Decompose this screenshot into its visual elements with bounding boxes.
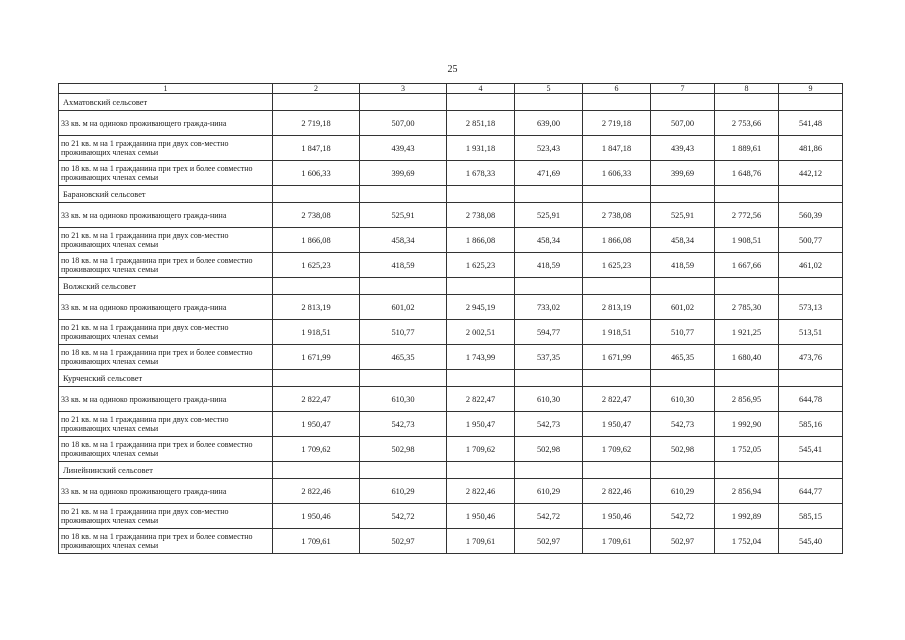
row-label: по 18 кв. м на 1 гражданина при трех и более совместно проживающих членах семьи	[59, 345, 273, 370]
empty-cell	[651, 370, 715, 387]
value-cell: 1 950,46	[583, 504, 651, 529]
value-cell: 500,77	[779, 228, 843, 253]
table-row	[59, 111, 843, 136]
value-cell: 399,69	[360, 161, 447, 186]
section-title: Барановский сельсовет	[59, 186, 273, 203]
value-cell: 2 719,18	[583, 111, 651, 136]
row-label: по 18 кв. м на 1 гражданина при трех и более совместно проживающих членах семьи	[59, 437, 273, 462]
empty-cell	[273, 370, 360, 387]
value-cell: 525,91	[515, 203, 583, 228]
empty-cell	[447, 94, 515, 111]
row-label: 33 кв. м на одиноко проживающего гражда-нина	[59, 111, 273, 136]
value-cell: 418,59	[515, 253, 583, 278]
value-cell: 502,97	[651, 529, 715, 554]
value-cell: 1 709,62	[447, 437, 515, 462]
header-row	[59, 84, 843, 94]
value-cell: 2 772,56	[715, 203, 779, 228]
section-title: Линейнинский сельсовет	[59, 462, 273, 479]
value-cell: 465,35	[651, 345, 715, 370]
empty-cell	[360, 186, 447, 203]
value-cell: 2 822,46	[583, 479, 651, 504]
value-cell: 1 921,25	[715, 320, 779, 345]
empty-cell	[583, 462, 651, 479]
column-header: 5	[515, 84, 583, 94]
column-header: 1	[59, 84, 273, 94]
value-cell: 2 856,94	[715, 479, 779, 504]
value-cell: 458,34	[360, 228, 447, 253]
value-cell: 1 992,90	[715, 412, 779, 437]
value-cell: 585,16	[779, 412, 843, 437]
table-row	[59, 136, 843, 161]
value-cell: 442,12	[779, 161, 843, 186]
empty-cell	[715, 94, 779, 111]
value-cell: 610,30	[515, 387, 583, 412]
value-cell: 471,69	[515, 161, 583, 186]
empty-cell	[651, 278, 715, 295]
value-cell: 2 851,18	[447, 111, 515, 136]
column-header: 4	[447, 84, 515, 94]
value-cell: 2 822,46	[447, 479, 515, 504]
value-cell: 1 931,18	[447, 136, 515, 161]
value-cell: 1 709,61	[447, 529, 515, 554]
value-cell: 458,34	[515, 228, 583, 253]
value-cell: 1 889,61	[715, 136, 779, 161]
value-cell: 542,72	[515, 504, 583, 529]
value-cell: 1 950,46	[447, 504, 515, 529]
empty-cell	[447, 370, 515, 387]
table-row	[59, 479, 843, 504]
empty-cell	[651, 94, 715, 111]
row-label: по 18 кв. м на 1 гражданина при трех и более совместно проживающих членах семьи	[59, 161, 273, 186]
value-cell: 2 822,47	[583, 387, 651, 412]
value-cell: 502,97	[515, 529, 583, 554]
value-cell: 481,86	[779, 136, 843, 161]
empty-cell	[583, 94, 651, 111]
value-cell: 601,02	[651, 295, 715, 320]
section-title: Курченский сельсовет	[59, 370, 273, 387]
value-cell: 537,35	[515, 345, 583, 370]
value-cell: 1 678,33	[447, 161, 515, 186]
value-cell: 2 822,47	[447, 387, 515, 412]
value-cell: 610,30	[651, 387, 715, 412]
empty-cell	[273, 186, 360, 203]
value-cell: 418,59	[360, 253, 447, 278]
value-cell: 418,59	[651, 253, 715, 278]
value-cell: 2 785,30	[715, 295, 779, 320]
column-header: 3	[360, 84, 447, 94]
value-cell: 473,76	[779, 345, 843, 370]
value-cell: 2 822,47	[273, 387, 360, 412]
row-label: 33 кв. м на одиноко проживающего гражда-нина	[59, 295, 273, 320]
table-row	[59, 203, 843, 228]
row-label: по 21 кв. м на 1 гражданина при двух сов-местно проживающих членах семьи	[59, 320, 273, 345]
value-cell: 610,29	[651, 479, 715, 504]
table-row	[59, 412, 843, 437]
section-row	[59, 186, 843, 203]
value-cell: 610,29	[360, 479, 447, 504]
value-cell: 399,69	[651, 161, 715, 186]
value-cell: 1 950,46	[273, 504, 360, 529]
row-label: по 18 кв. м на 1 гражданина при трех и более совместно проживающих членах семьи	[59, 529, 273, 554]
value-cell: 1 667,66	[715, 253, 779, 278]
value-cell: 2 738,08	[273, 203, 360, 228]
empty-cell	[447, 278, 515, 295]
tariff-table	[58, 83, 843, 554]
column-header: 6	[583, 84, 651, 94]
empty-cell	[515, 94, 583, 111]
value-cell: 1 752,05	[715, 437, 779, 462]
value-cell: 461,02	[779, 253, 843, 278]
empty-cell	[515, 186, 583, 203]
empty-cell	[515, 278, 583, 295]
value-cell: 1 625,23	[273, 253, 360, 278]
empty-cell	[273, 94, 360, 111]
value-cell: 525,91	[651, 203, 715, 228]
value-cell: 585,15	[779, 504, 843, 529]
value-cell: 542,72	[360, 504, 447, 529]
table-row	[59, 387, 843, 412]
value-cell: 542,73	[515, 412, 583, 437]
value-cell: 513,51	[779, 320, 843, 345]
value-cell: 1 992,89	[715, 504, 779, 529]
empty-cell	[583, 186, 651, 203]
row-label: по 21 кв. м на 1 гражданина при двух сов-местно проживающих членах семьи	[59, 136, 273, 161]
empty-cell	[651, 462, 715, 479]
value-cell: 1 743,99	[447, 345, 515, 370]
value-cell: 601,02	[360, 295, 447, 320]
value-cell: 1 950,47	[273, 412, 360, 437]
value-cell: 1 950,47	[583, 412, 651, 437]
value-cell: 502,98	[651, 437, 715, 462]
value-cell: 458,34	[651, 228, 715, 253]
row-label: 33 кв. м на одиноко проживающего гражда-нина	[59, 203, 273, 228]
row-label: по 18 кв. м на 1 гражданина при трех и более совместно проживающих членах семьи	[59, 253, 273, 278]
value-cell: 502,98	[515, 437, 583, 462]
value-cell: 2 813,19	[273, 295, 360, 320]
value-cell: 439,43	[651, 136, 715, 161]
row-label: по 21 кв. м на 1 гражданина при двух сов-местно проживающих членах семьи	[59, 412, 273, 437]
row-label: по 21 кв. м на 1 гражданина при двух сов-местно проживающих членах семьи	[59, 504, 273, 529]
value-cell: 507,00	[360, 111, 447, 136]
table-row	[59, 504, 843, 529]
value-cell: 1 606,33	[273, 161, 360, 186]
section-row	[59, 370, 843, 387]
value-cell: 1 648,76	[715, 161, 779, 186]
value-cell: 1 671,99	[273, 345, 360, 370]
value-cell: 2 738,08	[447, 203, 515, 228]
empty-cell	[515, 370, 583, 387]
value-cell: 1 680,40	[715, 345, 779, 370]
table-body	[59, 84, 843, 554]
value-cell: 507,00	[651, 111, 715, 136]
table-row	[59, 228, 843, 253]
value-cell: 1 866,08	[447, 228, 515, 253]
value-cell: 1 709,62	[273, 437, 360, 462]
empty-cell	[779, 370, 843, 387]
empty-cell	[360, 278, 447, 295]
value-cell: 502,97	[360, 529, 447, 554]
empty-cell	[515, 462, 583, 479]
value-cell: 644,77	[779, 479, 843, 504]
value-cell: 2 719,18	[273, 111, 360, 136]
value-cell: 610,29	[515, 479, 583, 504]
empty-cell	[273, 278, 360, 295]
value-cell: 502,98	[360, 437, 447, 462]
value-cell: 573,13	[779, 295, 843, 320]
empty-cell	[360, 94, 447, 111]
value-cell: 1 752,04	[715, 529, 779, 554]
value-cell: 1 847,18	[273, 136, 360, 161]
value-cell: 1 709,62	[583, 437, 651, 462]
empty-cell	[715, 278, 779, 295]
empty-cell	[447, 186, 515, 203]
table-row	[59, 161, 843, 186]
column-header: 9	[779, 84, 843, 94]
value-cell: 644,78	[779, 387, 843, 412]
table-row	[59, 437, 843, 462]
section-row	[59, 278, 843, 295]
value-cell: 1 625,23	[583, 253, 651, 278]
value-cell: 542,73	[651, 412, 715, 437]
value-cell: 439,43	[360, 136, 447, 161]
empty-cell	[779, 278, 843, 295]
empty-cell	[360, 462, 447, 479]
section-title: Ахматовский сельсовет	[59, 94, 273, 111]
table-row	[59, 529, 843, 554]
value-cell: 545,40	[779, 529, 843, 554]
value-cell: 1 918,51	[273, 320, 360, 345]
empty-cell	[715, 370, 779, 387]
value-cell: 1 847,18	[583, 136, 651, 161]
value-cell: 733,02	[515, 295, 583, 320]
value-cell: 465,35	[360, 345, 447, 370]
empty-cell	[779, 186, 843, 203]
value-cell: 2 813,19	[583, 295, 651, 320]
value-cell: 560,39	[779, 203, 843, 228]
table-row	[59, 253, 843, 278]
value-cell: 639,00	[515, 111, 583, 136]
empty-cell	[583, 278, 651, 295]
empty-cell	[583, 370, 651, 387]
value-cell: 1 709,61	[583, 529, 651, 554]
value-cell: 1 866,08	[583, 228, 651, 253]
page-number: 25	[447, 64, 458, 75]
value-cell: 1 625,23	[447, 253, 515, 278]
value-cell: 610,30	[360, 387, 447, 412]
value-cell: 1 709,61	[273, 529, 360, 554]
table-row	[59, 320, 843, 345]
value-cell: 542,73	[360, 412, 447, 437]
empty-cell	[715, 186, 779, 203]
value-cell: 594,77	[515, 320, 583, 345]
section-title: Волжский сельсовет	[59, 278, 273, 295]
empty-cell	[447, 462, 515, 479]
empty-cell	[715, 462, 779, 479]
empty-cell	[360, 370, 447, 387]
column-header: 7	[651, 84, 715, 94]
value-cell: 2 945,19	[447, 295, 515, 320]
value-cell: 1 606,33	[583, 161, 651, 186]
table-row	[59, 295, 843, 320]
value-cell: 510,77	[651, 320, 715, 345]
value-cell: 510,77	[360, 320, 447, 345]
value-cell: 2 738,08	[583, 203, 651, 228]
section-row	[59, 94, 843, 111]
value-cell: 545,41	[779, 437, 843, 462]
column-header: 2	[273, 84, 360, 94]
value-cell: 525,91	[360, 203, 447, 228]
value-cell: 1 950,47	[447, 412, 515, 437]
value-cell: 523,43	[515, 136, 583, 161]
row-label: по 21 кв. м на 1 гражданина при двух сов-местно проживающих членах семьи	[59, 228, 273, 253]
row-label: 33 кв. м на одиноко проживающего гражда-нина	[59, 479, 273, 504]
value-cell: 1 671,99	[583, 345, 651, 370]
row-label: 33 кв. м на одиноко проживающего гражда-нина	[59, 387, 273, 412]
section-row	[59, 462, 843, 479]
value-cell: 541,48	[779, 111, 843, 136]
value-cell: 1 866,08	[273, 228, 360, 253]
column-header: 8	[715, 84, 779, 94]
empty-cell	[779, 94, 843, 111]
value-cell: 2 856,95	[715, 387, 779, 412]
table-row	[59, 345, 843, 370]
empty-cell	[779, 462, 843, 479]
value-cell: 1 908,51	[715, 228, 779, 253]
empty-cell	[651, 186, 715, 203]
value-cell: 542,72	[651, 504, 715, 529]
value-cell: 1 918,51	[583, 320, 651, 345]
value-cell: 2 002,51	[447, 320, 515, 345]
empty-cell	[273, 462, 360, 479]
value-cell: 2 822,46	[273, 479, 360, 504]
value-cell: 2 753,66	[715, 111, 779, 136]
